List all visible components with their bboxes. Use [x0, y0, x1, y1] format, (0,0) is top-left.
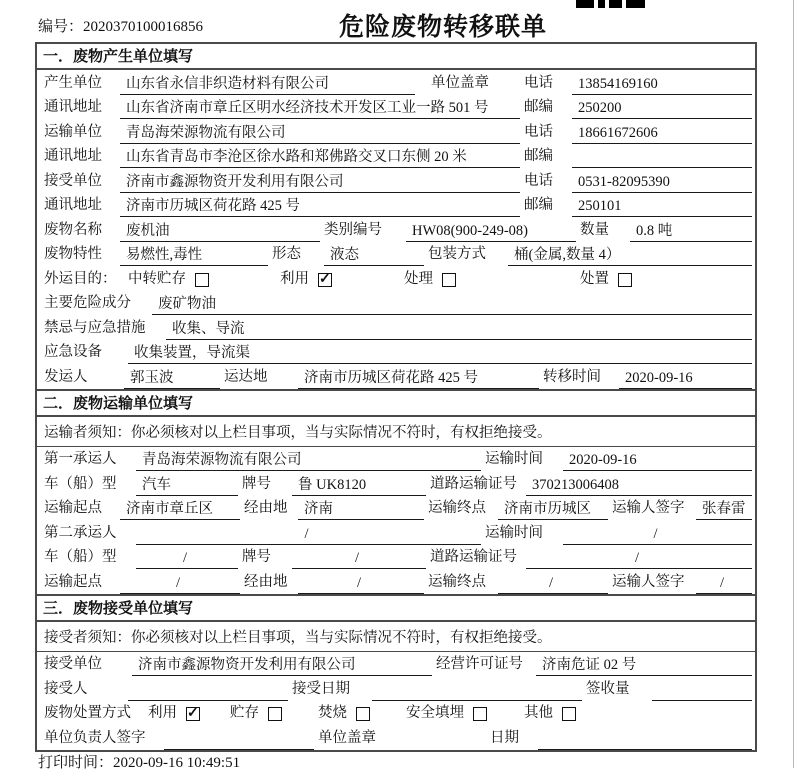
field-label: 发运人 — [44, 368, 88, 385]
field-value: 易燃性,毒性 — [120, 246, 268, 266]
checkbox-field — [318, 704, 406, 725]
field-value: 济南市鑫源物资开发利用有限公司 — [132, 656, 432, 676]
field-value: 液态 — [324, 246, 424, 266]
checkbox-label: 焚烧 — [318, 705, 347, 721]
checkbox-field — [230, 704, 318, 725]
form-row — [37, 193, 755, 218]
field-value: 济南市历城区 — [498, 500, 608, 520]
field-label: 牌号 — [242, 549, 271, 565]
section-receiver — [37, 594, 755, 750]
field-value — [538, 731, 752, 750]
field-label: 运输人签字 — [612, 573, 685, 590]
field-label: 废物特性 — [44, 246, 102, 262]
section-heading: 二．废物运输单位填写 — [37, 391, 755, 417]
field-label: 牌号 — [242, 475, 271, 492]
field-label: 邮编 — [524, 148, 553, 164]
field-label: 单位盖章 — [318, 729, 376, 746]
checkbox-label: 其他 — [524, 705, 553, 721]
field-label: 邮编 — [524, 197, 553, 213]
checkbox-label: 处置 — [580, 270, 609, 287]
field-label: 包装方式 — [428, 246, 486, 262]
checkbox-label: 利用 — [280, 270, 309, 287]
field-label: 类别编号 — [324, 221, 382, 238]
field-value: 山东省济南市章丘区明水经济技术开发区工业一路 501 号 — [120, 99, 520, 119]
field-label: 经由地 — [244, 573, 288, 590]
field-label: 转移时间 — [543, 368, 601, 385]
print-timestamp: 打印时间：2020-09-16 10:49:51 — [38, 755, 241, 771]
field-label: 废物名称 — [44, 221, 102, 238]
checkbox-unchecked-icon — [442, 273, 456, 287]
field-label: 经营许可证号 — [436, 656, 523, 672]
form-row — [37, 569, 755, 594]
field-value: 汽车 — [136, 476, 238, 496]
checkbox-label: 贮存 — [230, 705, 259, 721]
field-label: 运输单位 — [44, 123, 102, 140]
document-header — [0, 0, 796, 40]
qr-block — [626, 0, 645, 8]
form-row — [37, 242, 755, 267]
form-row — [37, 266, 755, 291]
field-value: 济南市章丘区 — [120, 500, 240, 520]
form-row — [37, 95, 755, 120]
field-label: 废物处置方式 — [44, 705, 131, 721]
page-edge-divider — [793, 0, 794, 768]
field-label: 车（船）型 — [44, 475, 117, 492]
field-value: 山东省青岛市李沧区徐水路和郑佛路交叉口东侧 20 米 — [120, 148, 520, 168]
field-value — [164, 731, 314, 750]
field-value: HW08(900-249-08) — [406, 222, 576, 242]
qr-block — [576, 0, 594, 8]
section-notice: 运输者须知：你必须核对以上栏目事项，当与实际情况不符时，有权拒绝接受。 — [37, 417, 755, 447]
field-label: 第一承运人 — [44, 451, 117, 467]
checkbox-unchecked-icon — [618, 273, 632, 287]
form-row — [37, 701, 755, 726]
checkbox-label: 利用 — [148, 705, 177, 721]
field-value: 废矿物油 — [152, 295, 752, 315]
field-value: 250200 — [572, 99, 752, 119]
field-label: 签收量 — [586, 680, 630, 697]
field-label: 电话 — [524, 172, 553, 189]
field-label: 接受单位 — [44, 172, 102, 189]
field-label: 车（船）型 — [44, 549, 117, 565]
field-value: 2020-09-16 — [619, 369, 752, 389]
serial-label: 编号： — [38, 19, 84, 35]
field-value: / — [298, 574, 424, 594]
field-value: / — [498, 574, 608, 594]
form-row — [37, 496, 755, 521]
checkbox-label: 中转贮存 — [128, 270, 186, 287]
field-value — [128, 682, 288, 701]
field-label: 外运目的： — [44, 270, 117, 287]
form-row — [37, 119, 755, 144]
form-row — [37, 340, 755, 365]
field-label: 经由地 — [244, 500, 288, 516]
field-value — [572, 149, 752, 168]
qr-block — [598, 0, 605, 8]
field-value: 桶(金属,数量 4） — [508, 246, 752, 266]
field-value: / — [136, 549, 238, 569]
field-label: 主要危险成分 — [44, 295, 131, 311]
field-label: 电话 — [524, 123, 553, 140]
checkbox-unchecked-icon — [473, 707, 487, 721]
checkbox-field — [406, 704, 524, 725]
field-label: 单位负责人签字 — [44, 729, 146, 746]
field-value: / — [120, 574, 240, 594]
form-row — [37, 217, 755, 242]
form-row — [37, 725, 755, 750]
field-label: 道路运输证号 — [430, 475, 517, 492]
section-producer — [37, 44, 755, 389]
field-value: 0531-82095390 — [572, 173, 752, 193]
form-row — [37, 144, 755, 169]
section-heading: 一．废物产生单位填写 — [37, 44, 755, 70]
field-value: / — [136, 525, 481, 545]
field-label: 运输人签字 — [612, 500, 685, 516]
checkbox-checked-icon — [186, 707, 200, 721]
field-label: 单位盖章 — [431, 74, 489, 91]
field-value: / — [563, 525, 752, 545]
field-value: 13854169160 — [572, 75, 752, 95]
form-row — [37, 364, 755, 389]
checkbox-field — [524, 704, 576, 725]
manifest-form-table — [35, 42, 757, 752]
field-value: 郭玉波 — [124, 369, 220, 389]
form-row — [37, 447, 755, 472]
field-value: 济南市历城区荷花路 425 号 — [120, 197, 520, 217]
form-row — [37, 545, 755, 570]
field-label: 第二承运人 — [44, 524, 117, 541]
field-label: 禁忌与应急措施 — [44, 319, 146, 336]
checkbox-field — [580, 270, 632, 291]
field-label: 产生单位 — [44, 74, 102, 91]
form-row — [37, 520, 755, 545]
field-label: 接受人 — [44, 680, 88, 697]
field-value: 张春雷 — [696, 500, 752, 520]
form-row — [37, 291, 755, 316]
field-label: 运输起点 — [44, 573, 102, 590]
field-value: / — [696, 574, 752, 594]
checkbox-unchecked-icon — [562, 707, 576, 721]
form-row — [37, 471, 755, 496]
field-label: 形态 — [272, 246, 301, 262]
checkbox-field — [404, 270, 580, 291]
field-label: 接受单位 — [44, 656, 102, 672]
field-label: 电话 — [524, 74, 553, 91]
field-value: 18661672606 — [572, 124, 752, 144]
checkbox-unchecked-icon — [268, 707, 282, 721]
field-label: 通讯地址 — [44, 99, 102, 115]
field-value: 济南 — [298, 500, 424, 520]
field-label: 运输时间 — [485, 451, 543, 467]
checkbox-unchecked-icon — [356, 707, 370, 721]
form-row — [37, 676, 755, 701]
page-title: 危险废物转移联单 — [338, 13, 547, 41]
field-value: 废机油 — [120, 222, 320, 242]
field-value: 济南危证 02 号 — [536, 656, 752, 676]
field-label: 通讯地址 — [44, 148, 102, 164]
field-label: 运达地 — [224, 368, 268, 385]
field-label: 运输终点 — [428, 500, 486, 516]
checkbox-field — [280, 270, 404, 291]
section-transporter — [37, 389, 755, 594]
field-label: 应急设备 — [44, 344, 102, 360]
field-value — [652, 682, 752, 701]
field-label: 日期 — [490, 729, 519, 746]
field-label: 数量 — [580, 221, 609, 238]
field-value: 2020-09-16 — [563, 451, 752, 471]
form-row — [37, 168, 755, 193]
field-value: 0.8 吨 — [630, 222, 752, 242]
field-value: 济南市鑫源物资开发利用有限公司 — [120, 173, 520, 193]
field-label: 道路运输证号 — [430, 549, 517, 565]
field-label: 接受日期 — [292, 680, 350, 697]
qr-code-icon — [576, 0, 645, 8]
field-value: 收集、导流 — [166, 320, 752, 340]
serial-value: 2020370100016856 — [83, 19, 204, 35]
field-value: 收集装置，导流渠 — [128, 344, 752, 364]
form-row — [37, 315, 755, 340]
checkbox-field — [128, 270, 280, 291]
form-row — [37, 70, 755, 95]
field-value: / — [292, 549, 426, 569]
field-value: 青岛海荣源物流有限公司 — [136, 451, 481, 471]
field-label: 邮编 — [524, 99, 553, 115]
field-label: 运输时间 — [485, 524, 543, 541]
field-value: 山东省永信非织造材料有限公司 — [120, 75, 415, 95]
checkbox-unchecked-icon — [195, 273, 209, 287]
field-value: 250101 — [572, 197, 752, 217]
field-value: 青岛海荣源物流有限公司 — [120, 124, 520, 144]
field-value: / — [526, 549, 752, 569]
checkbox-label: 处理 — [404, 270, 433, 287]
field-value: 鲁 UK8120 — [292, 476, 426, 496]
field-value: 济南市历城区荷花路 425 号 — [298, 369, 539, 389]
field-value: 370213006408 — [526, 476, 752, 496]
field-label: 运输终点 — [428, 573, 486, 590]
section-notice: 接受者须知：你必须核对以上栏目事项，当与实际情况不符时，有权拒绝接受。 — [37, 622, 755, 652]
field-label: 运输起点 — [44, 500, 102, 516]
field-label: 通讯地址 — [44, 197, 102, 213]
checkbox-label: 安全填埋 — [406, 705, 464, 721]
checkbox-field — [148, 704, 230, 725]
form-row — [37, 652, 755, 677]
section-heading: 三．废物接受单位填写 — [37, 596, 755, 622]
field-value — [372, 682, 582, 701]
checkbox-checked-icon — [318, 273, 332, 287]
qr-block — [609, 0, 622, 8]
